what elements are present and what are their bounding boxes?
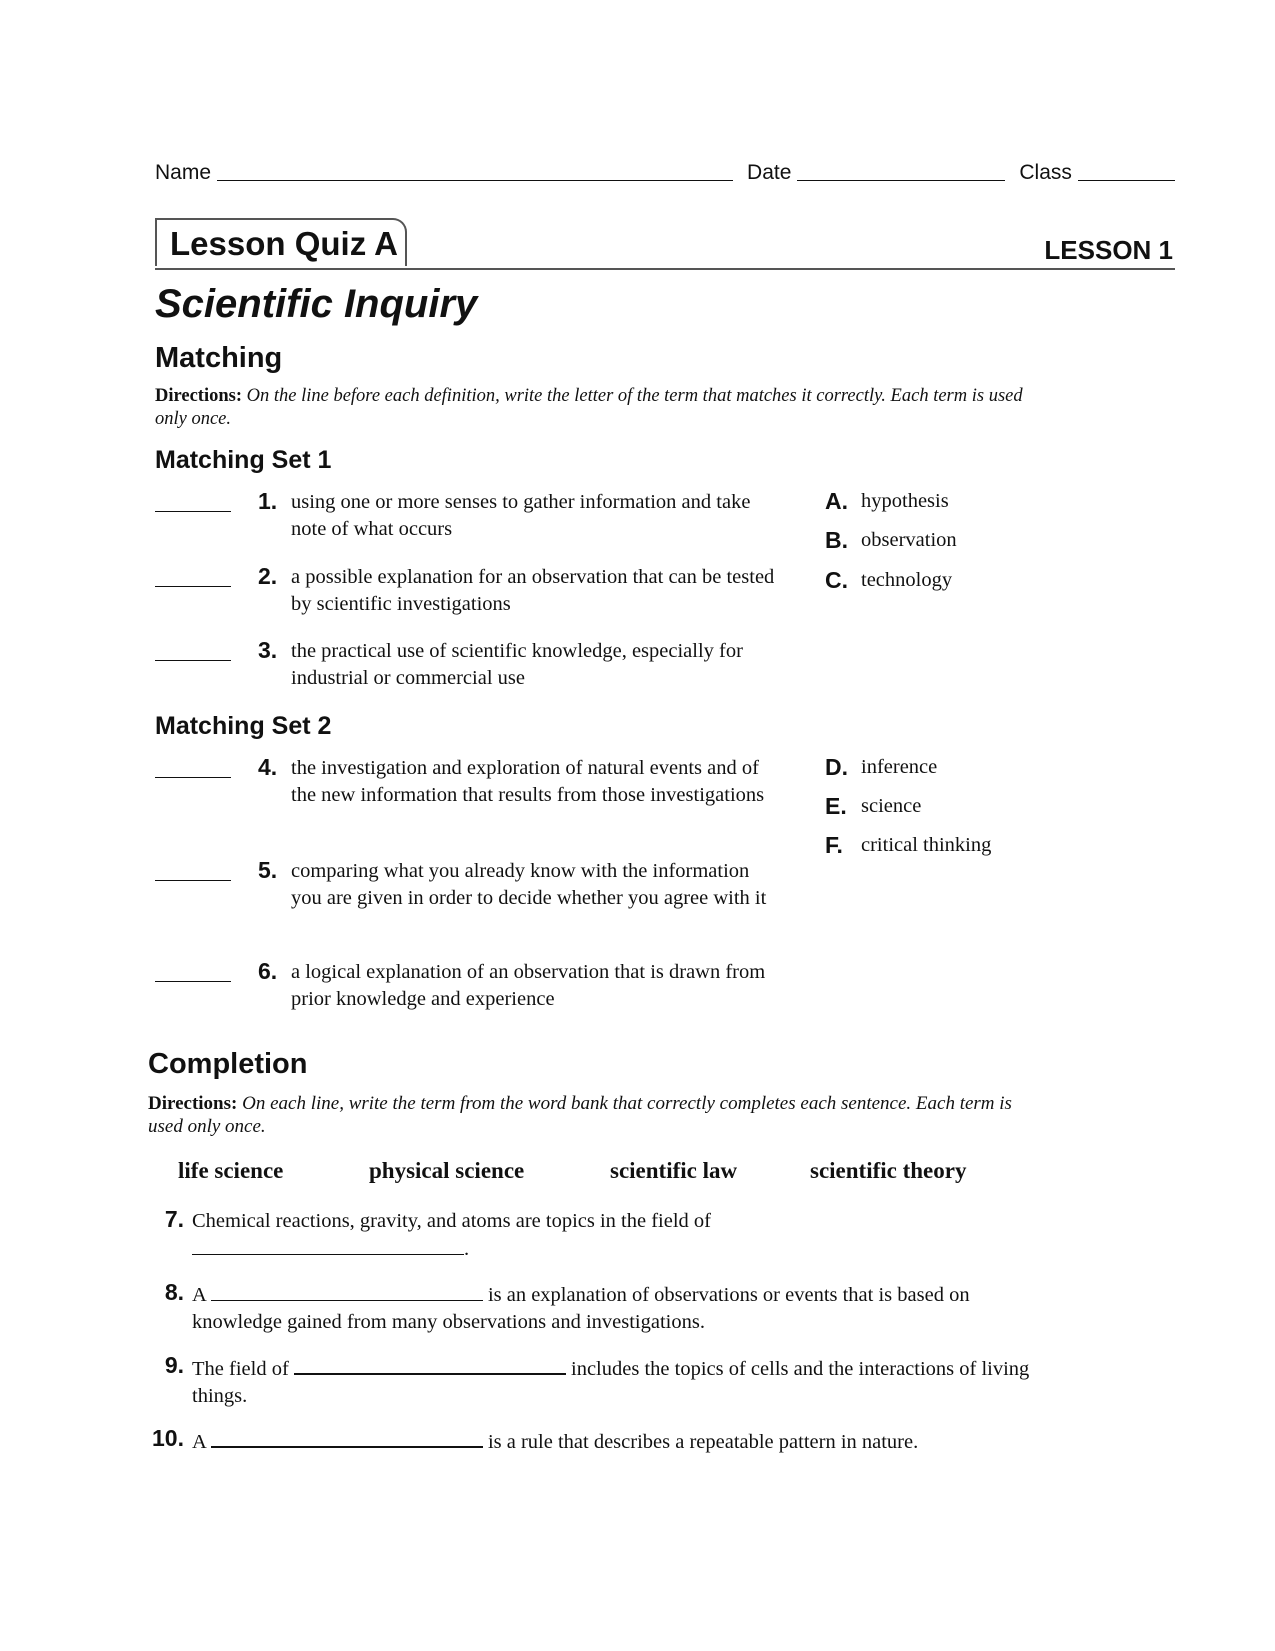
option-term: inference: [861, 756, 938, 778]
answer-option: [825, 832, 992, 862]
option-letter: D.: [825, 754, 848, 780]
page-title: Scientific Inquiry: [155, 282, 478, 326]
item-number: 3.: [258, 637, 278, 663]
word-bank-term: life science: [178, 1158, 284, 1183]
option-letter: F.: [825, 832, 843, 858]
word-bank-term: physical science: [369, 1158, 525, 1183]
sentence-before: Chemical reactions, gravity, and atoms are topics in the field of: [192, 1210, 711, 1232]
option-letter: C.: [825, 567, 848, 593]
student-info-row: [155, 152, 1175, 184]
item-number: 6.: [258, 958, 278, 984]
sentence-after: is a rule that describes a repeatable pattern in nature.: [487, 1431, 919, 1453]
date-label: Date: [747, 161, 792, 184]
option-letter: B.: [825, 527, 848, 553]
class-label: Class: [1019, 161, 1072, 184]
answer-blank[interactable]: [155, 511, 231, 512]
item-number: 5.: [258, 857, 278, 883]
word-bank-term: scientific theory: [810, 1158, 967, 1183]
answer-blank[interactable]: [294, 1354, 566, 1375]
lesson-label: LESSON 1: [1044, 235, 1173, 265]
date-blank[interactable]: [797, 180, 1005, 181]
answer-option: [825, 567, 953, 597]
option-term: observation: [861, 529, 957, 551]
answer-blank[interactable]: [155, 880, 231, 881]
answer-blank[interactable]: [155, 777, 231, 778]
quiz-tab: [155, 218, 407, 266]
name-blank[interactable]: [217, 180, 733, 181]
sentence-after: includes the topics of cells and the interactions of living things.: [192, 1358, 1030, 1407]
answer-blank[interactable]: [211, 1427, 483, 1448]
quiz-banner: [155, 218, 1175, 270]
completion-directions: [148, 1092, 1028, 1138]
sentence-before: A: [192, 1284, 206, 1306]
matching-heading: Matching: [155, 342, 283, 374]
item-sentence: [192, 1354, 1048, 1409]
option-letter: A.: [825, 488, 848, 514]
directions-label: Directions:: [155, 386, 242, 406]
answer-blank[interactable]: [155, 660, 231, 661]
matching-directions: [155, 385, 1055, 431]
option-term: science: [861, 795, 922, 817]
item-definition: a possible explanation for an observation that can be tested by scientific investigations: [291, 566, 775, 615]
sentence-after: is an explanation of observations or events that is based on knowledge gained from many observations and investigations.: [192, 1284, 970, 1333]
directions-label: Directions:: [148, 1093, 238, 1114]
item-number: 9.: [164, 1352, 184, 1378]
item-sentence: [192, 1427, 1048, 1456]
item-sentence: [192, 1208, 752, 1262]
matching-set-1-heading: Matching Set 1: [155, 446, 332, 474]
sentence-before: A: [192, 1431, 206, 1453]
name-label: Name: [155, 161, 212, 184]
class-blank[interactable]: [1078, 180, 1175, 181]
item-number: 2.: [258, 563, 278, 589]
sentence-before: The field of: [192, 1358, 289, 1380]
option-term: technology: [861, 569, 953, 591]
item-definition: comparing what you already know with the information you are given in order to decide whether you agree with it: [291, 860, 767, 909]
item-definition: using one or more senses to gather information and take note of what occurs: [291, 491, 751, 540]
item-number: 4.: [258, 754, 278, 780]
answer-option: [825, 527, 957, 557]
quiz-label: Lesson Quiz A: [170, 225, 398, 262]
answer-blank[interactable]: [155, 586, 231, 587]
word-bank-term: scientific law: [610, 1158, 738, 1183]
answer-option: [825, 488, 949, 518]
answer-blank[interactable]: [155, 981, 231, 982]
answer-option: [825, 754, 938, 784]
item-number: 7.: [164, 1206, 184, 1232]
option-term: critical thinking: [861, 834, 992, 856]
item-number: 8.: [164, 1279, 184, 1305]
item-number: 1.: [258, 488, 278, 514]
option-letter: E.: [825, 793, 847, 819]
completion-heading: Completion: [148, 1048, 308, 1080]
answer-option: [825, 793, 922, 823]
directions-text: On the line before each definition, write the letter of the term that matches it correctly. Each term is used only once.: [155, 386, 1023, 429]
item-definition: the practical use of scientific knowledge, especially for industrial or commercial use: [291, 640, 743, 689]
item-definition: a logical explanation of an observation that is drawn from prior knowledge and experience: [291, 961, 766, 1010]
directions-text: On each line, write the term from the word bank that correctly completes each sentence. Each term is used only once.: [148, 1093, 1012, 1137]
answer-blank[interactable]: [192, 1235, 464, 1255]
option-term: hypothesis: [861, 490, 949, 512]
answer-blank[interactable]: [211, 1281, 483, 1301]
item-sentence: [192, 1281, 1048, 1335]
item-definition: the investigation and exploration of natural events and of the new information that results from those investigations: [291, 757, 765, 806]
banner-rule: [155, 268, 1175, 270]
matching-set-2-heading: Matching Set 2: [155, 712, 332, 740]
sentence-after: .: [464, 1237, 470, 1260]
item-number: 10.: [152, 1425, 184, 1451]
